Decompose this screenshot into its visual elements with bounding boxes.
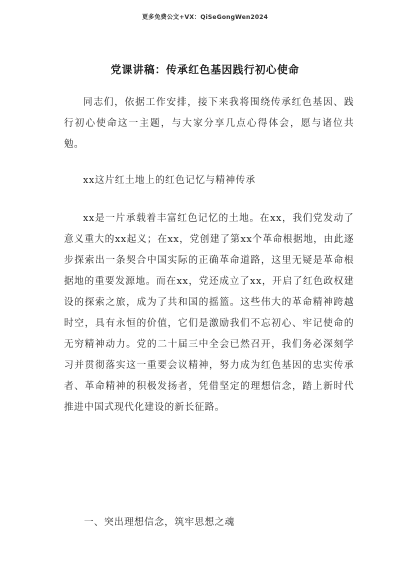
header-note: 更多免费公文+VX：QiSeGongWen2024 bbox=[142, 14, 268, 21]
subtitle-paragraph: xx这片红土地上的红色记忆与精神传承 bbox=[83, 175, 256, 186]
document-title: 党课讲稿：传承红色基因践行初心使命 bbox=[110, 64, 300, 76]
intro-paragraph: 同志们，依据工作安排，接下来我将围绕传承红色基因、践行初心使命这一主题，与大家分享几点心得体会，愿与诸位共勉。 bbox=[64, 97, 354, 150]
section-heading-one: 一、突出理想信念，筑牢思想之魂 bbox=[84, 517, 235, 528]
body-paragraph: xx是一片承载着丰富红色记忆的土地。在xx，我们党发动了意义重大的xx起义；在xx，党创建了第xx个革命根据地，由此逐步探索出一条契合中国实际的正确革命道路，这里无疑是革命根据地的重要发源地。而在xx，党还成立了xx，开启了红色政权建设的探索之旅，成为了共和国的摇篮。这些伟大的革命精神跨越时空，具有永恒的价值，它们是激励我们不忘初心、牢记使命的无穷精神动力。党的二十届三中全会已然召开，我们务必深刻学习并贯彻落实这一重要会议精神，努力成为红色基因的忠实传承者、革命精神的积极发扬者，凭借坚定的理想信念，踏上新时代推进中国式现代化建设的新长征路。 bbox=[64, 213, 354, 413]
